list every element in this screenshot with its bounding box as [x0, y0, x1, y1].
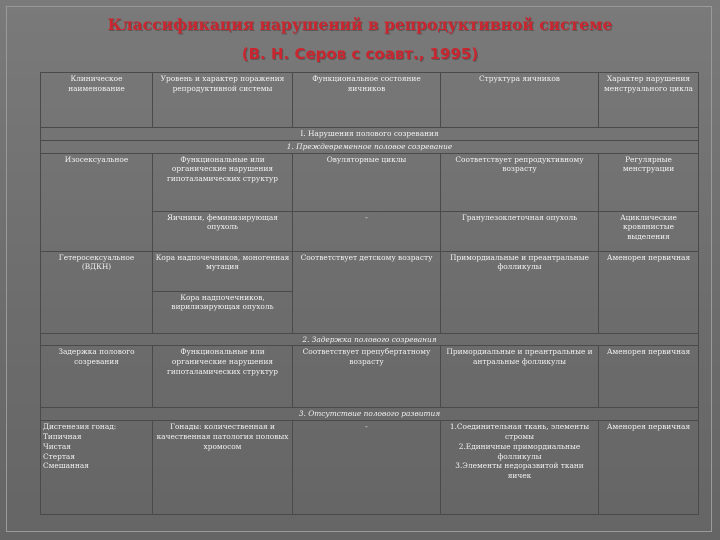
slide-subtitle: (В. Н. Серов с соавт., 1995) [241, 45, 479, 63]
header-cell: Структура яичников [441, 73, 599, 128]
section-row [41, 128, 699, 141]
ovarian-structure-cell [441, 421, 599, 515]
subsection-heading: 2. Задержка полового созревания [41, 333, 699, 346]
level-cell: Функциональные или органические нарушения гипоталамических структур [153, 346, 293, 408]
level-cell: Кора надпочечников, моногенная мутация [153, 251, 293, 291]
clinical-name-cell [41, 421, 153, 515]
header-cell: Клиническое наименование [41, 73, 153, 128]
ovarian-function-cell: Овуляторные циклы [293, 153, 441, 211]
structure-line: 2.Единичные примордиальные фолликулы [458, 441, 581, 461]
ovarian-function-cell: - [293, 211, 441, 251]
table-header-row [41, 73, 699, 128]
cycle-cell: Регулярные менструации [599, 153, 699, 211]
table-row [41, 346, 699, 408]
level-cell: Яичники, феминизирующая опухоль [153, 211, 293, 251]
subsection-row [41, 333, 699, 346]
cycle-cell: Аменорея первичная [599, 251, 699, 333]
clinical-name-cell: Задержка полового созревания [41, 346, 153, 408]
subsection-row [41, 140, 699, 153]
name-line: Чистая [43, 441, 71, 451]
name-line: Дисгенезия гонад: [43, 422, 117, 432]
ovarian-function-cell: Соответствует препубертатному возрасту [293, 346, 441, 408]
name-line: Типичная [43, 431, 82, 441]
header-cell: Характер нарушения менструального цикла [599, 73, 699, 128]
table-row [41, 153, 699, 211]
section-heading: I. Нарушения полового созревания [41, 128, 699, 141]
header-cell: Уровень и характер поражения репродуктивной системы [153, 73, 293, 128]
ovarian-structure-cell: Примордиальные и преантральные и антральные фолликулы [441, 346, 599, 408]
subsection-heading: 1. Преждевременное половое созревание [41, 140, 699, 153]
clinical-name-cell: Изосексуальное [41, 153, 153, 251]
cycle-cell: Ациклические кровянистые выделения [599, 211, 699, 251]
ovarian-structure-cell: Гранулезоклеточная опухоль [441, 211, 599, 251]
ovarian-function-cell: - [293, 421, 441, 515]
slide-title: Классификация нарушений в репродуктивной системе [107, 15, 613, 34]
ovarian-structure-cell: Примордиальные и преантральные фолликулы [441, 251, 599, 333]
level-cell: Функциональные или органические нарушения гипоталамических структур [153, 153, 293, 211]
ovarian-structure-cell: Соответствует репродуктивному возрасту [441, 153, 599, 211]
name-line: Стертая [43, 451, 76, 461]
clinical-name-cell: Гетеросексуальное (ВДКН) [41, 251, 153, 333]
structure-line: 1.Соединительная ткань, элементы стромы [449, 422, 590, 441]
classification-table [40, 72, 699, 515]
ovarian-function-cell: Соответствует детскому возрасту [293, 251, 441, 333]
table-row [41, 421, 699, 515]
header-cell: Функциональное состояние яичников [293, 73, 441, 128]
cycle-cell: Аменорея первичная [599, 346, 699, 408]
table-row [41, 251, 699, 291]
level-cell: Кора надпочечников, вирилизирующая опухоль [153, 291, 293, 333]
level-cell: Гонады: количественная и качественная патология половых хромосом [153, 421, 293, 515]
cycle-cell: Аменорея первичная [599, 421, 699, 515]
structure-line: 3.Элементы недоразвитой ткани яичек [455, 461, 584, 481]
name-line: Смешанная [43, 461, 89, 471]
subsection-heading: 3. Отсутствие полового развития [41, 408, 699, 421]
subsection-row [41, 408, 699, 421]
